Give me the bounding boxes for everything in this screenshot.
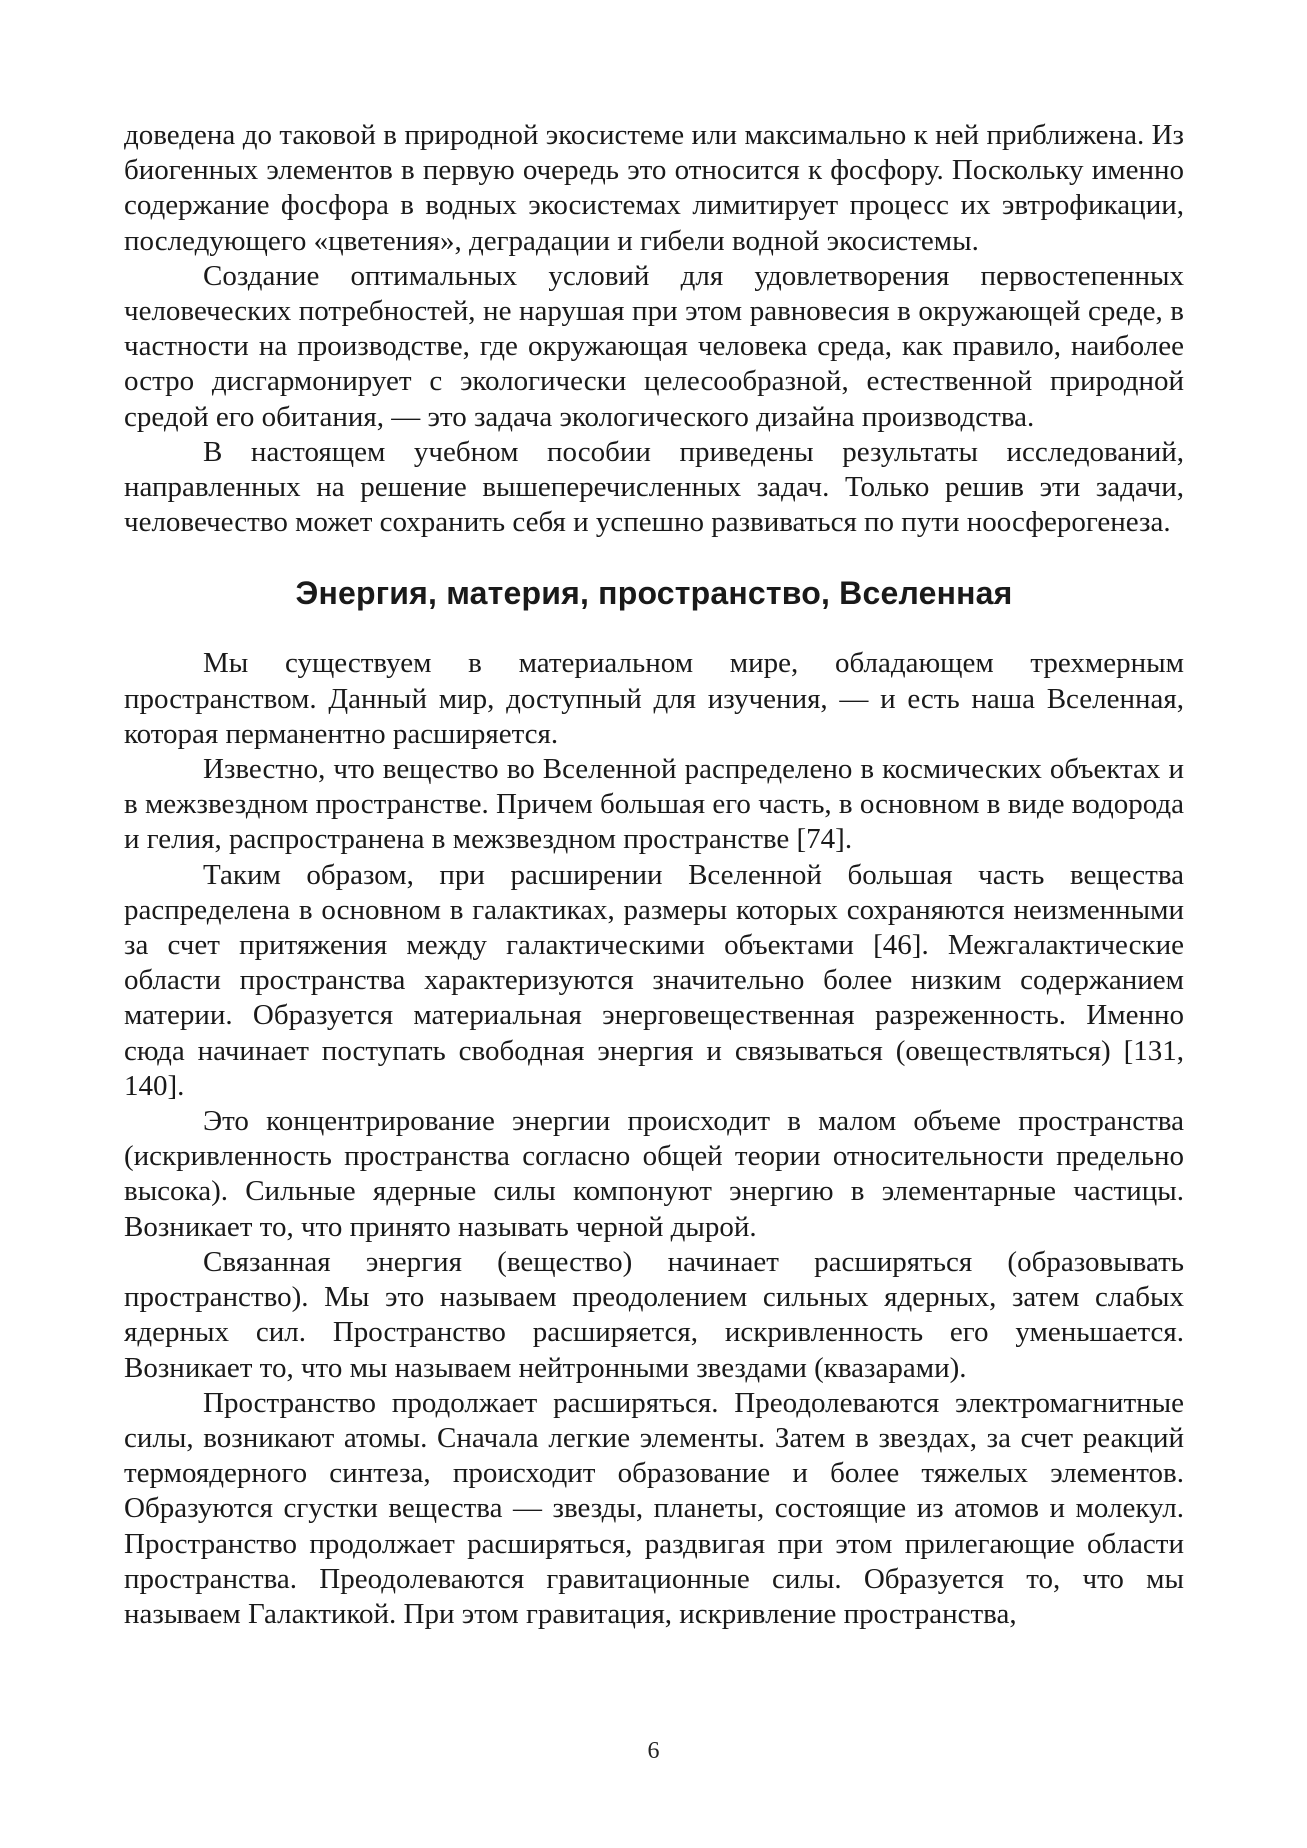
paragraph-space-expansion: Пространство продолжает расширяться. Преодолеваются электромагнитные силы, возникают атомы. Сначала легкие элементы. Затем в звездах, за счет реакций термоядерного синтеза, происходит образование и более тяжелых элементов. Образуются сгустки вещества — звезды, планеты, состоящие из атомов и молекул. Пространство продолжает расширяться, раздвигая при этом прилегающие области пространства. Преодолеваются гравитационные силы. Образуется то, что мы называем Галактикой. При этом гравитация, искривление пространства, <box>124 1386 1184 1630</box>
paragraph-material-world: Мы существуем в материальном мире, обладающем трехмерным пространством. Данный мир, доступный для изучения, — и есть наша Вселенная, которая перманентно расширяется. <box>124 647 1184 750</box>
paragraph-ecological-design: Создание оптимальных условий для удовлетворения первостепенных человеческих потребностей, не нарушая при этом равновесия в окружающей среде, в частности на производстве, где окружающая человека среда, как правило, наиболее остро дисгармонирует с экологически целесообразной, естественной природной средой его обитания, — это задача экологического дизайна производства. <box>124 259 1184 433</box>
paragraph-galaxies: Таким образом, при расширении Вселенной большая часть вещества распределена в основном в галактиках, размеры которых сохраняются неизменными за счет притяжения между галактическими объектами [46]. Межгалактические области пространства характеризуются значительно более низким содержанием материи. Образуется материальная энерговещественная разреженность. Именно сюда начинает поступать свободная энергия и связываться (овеществляться) [131, 140]. <box>124 858 1184 1102</box>
paragraph-study-results: В настоящем учебном пособии приведены результаты исследований, направленных на решение вышеперечисленных задач. Только решив эти задачи, человечество может сохранить себя и успешно развиваться по пути ноосферогенеза. <box>124 435 1184 539</box>
paragraph-bound-energy: Связанная энергия (вещество) начинает расширяться (образовывать пространство). Мы это называем преодолением сильных ядерных, затем слабых ядерных сил. Пространство расширяется, искривленность его уменьшается. Возникает то, что мы называем нейтронными звездами (квазарами). <box>124 1245 1184 1384</box>
paragraph-matter-distribution: Известно, что вещество во Вселенной распределено в космических объектах и в межзвездном пространстве. Причем большая его часть, в основном в виде водорода и гелия, распространена в межзвездном пространстве [74]. <box>124 753 1184 856</box>
paragraph-intro-continuation: доведена до таковой в природной экосистеме или максимально к ней приближена. Из биогенных элементов в первую очередь это относится к фосфору. Поскольку именно содержание фосфора в водных экосистемах лимитирует процесс их эвтрофикации, последующего «цветения», деградации и гибели водной экосистемы. <box>124 119 1184 257</box>
section-heading: Энергия, материя, пространство, Вселенная <box>295 575 1013 612</box>
page-number: 6 <box>647 1738 660 1764</box>
page-body <box>124 118 1184 1632</box>
paragraph-energy-concentration: Это концентрирование энергии происходит в малом объеме пространства (искривленность пространства согласно общей теории относительности предельно высока). Сильные ядерные силы компонуют энергию в элементарные частицы. Возникает то, что принято называть черной дырой. <box>124 1105 1184 1243</box>
